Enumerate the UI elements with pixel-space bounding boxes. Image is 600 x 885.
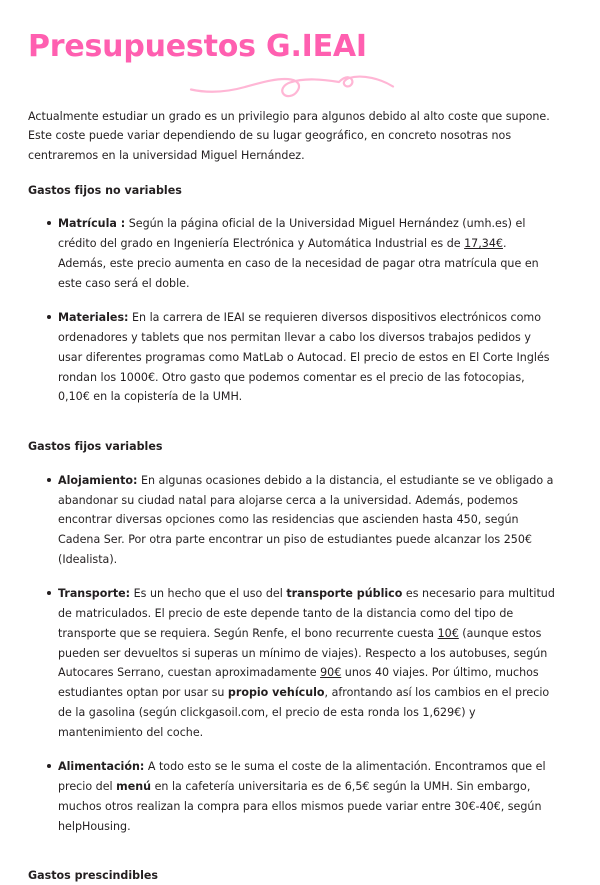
list-item-text-cont: . Además, este precio aumenta en caso de la necesidad de pagar otra matrícula que en este caso será el doble.: [58, 237, 539, 290]
list-item-text-cont: es necesario para multitud de matriculados. El precio de este depende tanto de la distancia como del tipo de transporte que se requiera. Según Renfe, el bono recurrente cuesta: [58, 587, 555, 640]
list-item-text: A todo esto se le suma el coste de la alimentación. Encontramos que el precio del: [58, 760, 546, 794]
page-title: Presupuestos G.IEAI: [28, 29, 367, 64]
list-item-transporte: [28, 584, 556, 742]
section-heading-gastos-prescindibles: Gastos prescindibles: [28, 869, 159, 883]
section-heading-gastos-fijos-variables: Gastos fijos variables: [28, 440, 163, 454]
list-item-text: En la carrera de IEAI se requieren diversos dispositivos electrónicos como ordenadores y tablets que nos permitan llevar a cabo los diversos trabajos pedidos y usar diferentes programas como MatLab o Autocad. El precio de estos en El Corte Inglés rondan los 1000€. Otro gasto que podemos comentar es el precio de las fotocopias, 0,10€ en la copistería de la UMH.: [58, 311, 550, 404]
list-item-alojamiento: [28, 471, 556, 570]
list-item-underlined-value-2: 90€: [320, 666, 342, 680]
list-item-text-cont-4: , afrontando así los cambios en el precio de la gasolina (según clickgasoil.com, el precio de esta ronda los 1,629€) y mantenimiento del coche.: [58, 686, 550, 739]
intro-paragraph: Actualmente estudiar un grado es un privilegio para algunos debido al alto coste que supone. Este coste puede variar dependiendo de su lugar geográfico, en concreto nosotras nos centraremos en la universidad Miguel Hernández.: [28, 109, 550, 162]
list-item-label: Transporte:: [58, 587, 131, 601]
list-item-text-cont-3: unos 40 viajes. Por último, muchos estudiantes optan por usar su: [58, 666, 539, 700]
list-item-materiales: [28, 308, 556, 407]
list-item-label: Alimentación:: [58, 760, 145, 774]
list-item-text: Es un hecho que el uso del: [130, 587, 287, 601]
list-item-underlined-value: 10€: [437, 626, 459, 640]
list-item-bold-phrase: menú: [116, 780, 152, 794]
list-item-text-cont-2: (aunque estos pueden ser devueltos si superas un mínimo de viajes). Respecto a los autobuses, según Autocares Serrano, cuestan aproximadamente: [58, 626, 548, 680]
list-item-bold-phrase-2: propio vehículo: [227, 686, 325, 700]
bullet-list-gastos-fijos-no-variables: [28, 214, 556, 407]
bullet-list-gastos-fijos-variables: [28, 471, 556, 836]
list-item-label: Matrícula :: [58, 217, 126, 231]
list-item-bold-phrase: transporte público: [286, 587, 403, 601]
list-item-text: Según la página oficial de la Universidad Miguel Hernández (umh.es) el crédito del grado en Ingeniería Electrónica y Automática Industrial es de: [58, 217, 526, 251]
flourish-divider-icon: [28, 74, 556, 104]
list-item-matricula: [28, 214, 556, 293]
list-item-text-cont: en la cafetería universitaria es de 6,5€ según la UMH. Sin embargo, muchos otros realizan la compra para ellos mismos puede variar entre 30€-40€, según helpHousing.: [58, 780, 542, 833]
list-item-label: Materiales:: [58, 311, 129, 325]
section-heading-gastos-fijos-no-variables: Gastos fijos no variables: [28, 183, 182, 197]
list-item-text: En algunas ocasiones debido a la distancia, el estudiante se ve obligado a abandonar su ciudad natal para alojarse cerca a la universidad. Además, podemos encontrar diversas opciones como las residencias que ascienden hasta 450, según Cadena Ser. Por otra parte encontrar un piso de estudiantes puede alcanzar los 250€ (Idealista).: [58, 473, 554, 566]
list-item-underlined-value: 17,34€: [464, 237, 503, 251]
list-item-label: Alojamiento:: [58, 473, 138, 487]
list-item-alimentacion: [28, 757, 556, 836]
